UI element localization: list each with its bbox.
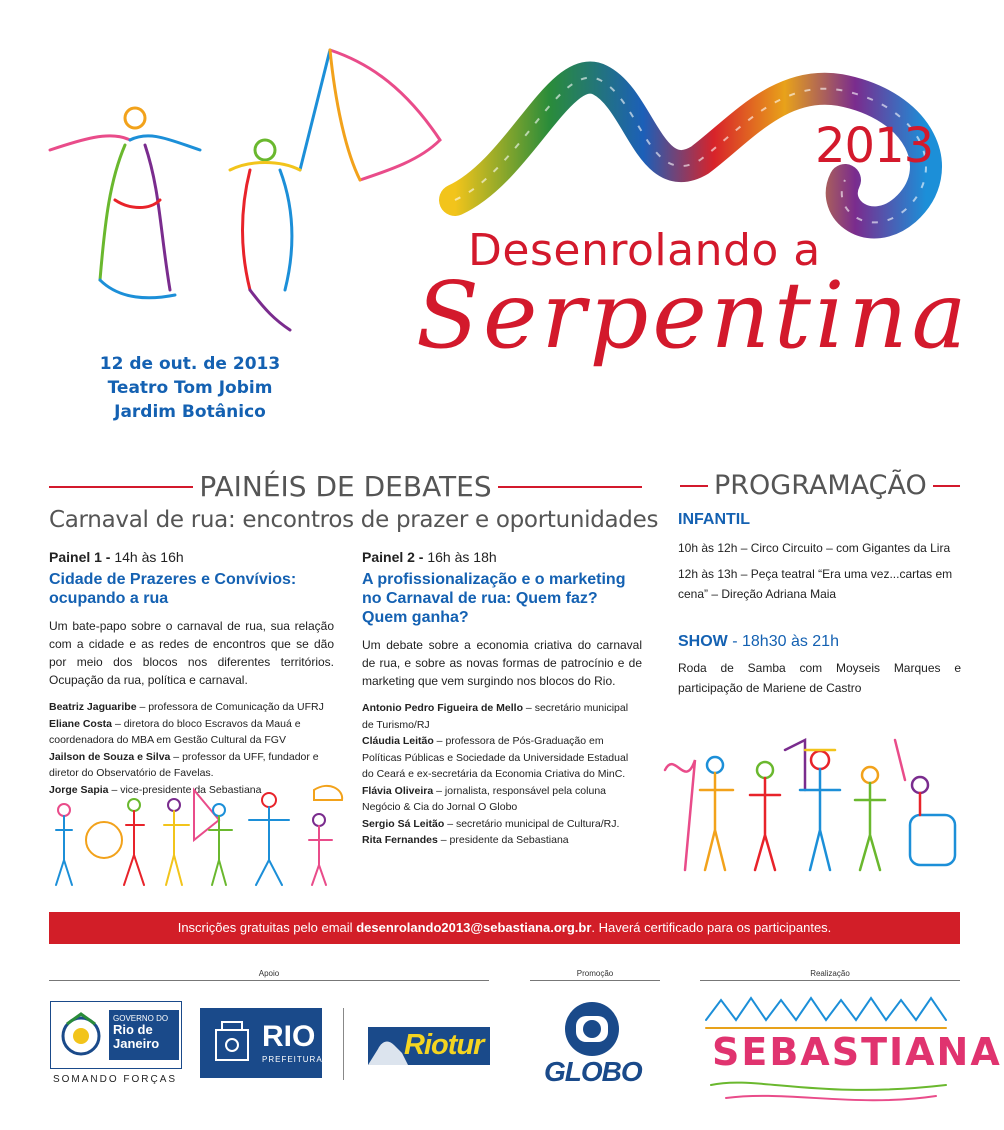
infantil-item: 12h às 13h – Peça teatral “Era uma vez...cartas em cena” – Direção Adriana Maia [678, 567, 953, 601]
infantil-label: INFANTIL [678, 511, 750, 528]
speaker-name: Eliane Costa [49, 717, 113, 730]
promocao-label: Promoção [576, 969, 614, 978]
panel-2-speakers [362, 700, 642, 849]
dancer-figure-left [50, 108, 200, 298]
apoio-divider [49, 980, 489, 981]
debates-heading-label: PAINÉIS DE DEBATES [199, 470, 492, 503]
programacao-heading-label: PROGRAMAÇÃO [714, 470, 927, 501]
registration-prefix: Inscrições gratuitas pelo email [177, 920, 357, 935]
rj-gov-line2: Rio de [113, 1022, 153, 1037]
rio-logo-text: RIO [262, 1020, 316, 1053]
speaker-role: – secretário municipal de Cultura/RJ. [444, 817, 620, 830]
speaker-role: – secretário municipal de Turismo/RJ [362, 702, 629, 731]
debates-heading [49, 470, 642, 503]
panel-2-header [362, 548, 642, 566]
globo-sphere-icon [562, 1000, 622, 1058]
sebastiana-logo-text: SEBASTIANA [712, 1030, 1002, 1074]
event-year: 2013 [815, 118, 934, 174]
rio-logo-subtext: PREFEITURA [262, 1055, 323, 1064]
programacao-heading [680, 470, 960, 501]
speaker-item [362, 832, 642, 849]
rio-prefeitura-logo [200, 1008, 322, 1078]
panel-1-description: Um bate-papo sobre o carnaval de rua, sua relação com a cidade e as redes de encontros que se dão por meio dos blocos nos diferentes territórios. Ocupação da rua, política e carnaval. [49, 619, 334, 687]
riotur-logo-text: Riotur [404, 1029, 484, 1061]
speaker-role: – vice-presidente da Sebastiana [108, 783, 262, 796]
speaker-item [362, 816, 642, 833]
event-title-line2: Serpentina [416, 262, 971, 369]
speaker-item [362, 783, 642, 816]
panel-2-time: 16h às 18h [423, 549, 497, 565]
speaker-item [362, 733, 642, 783]
event-info [60, 352, 320, 424]
speaker-role: – jornalista, responsável pela coluna Negócio & Cia do Jornal O Globo [362, 784, 606, 813]
speaker-name: Jailson de Souza e Silva [49, 750, 171, 763]
apoio-label: Apoio [258, 969, 280, 978]
panel-2-label: Painel 2 - [362, 549, 424, 565]
panel-1-header [49, 548, 334, 566]
registration-email-link[interactable]: desenrolando2013@sebastiana.org.br [356, 920, 592, 935]
rj-gov-text [109, 1010, 179, 1060]
speaker-role: – diretora do bloco Escravos da Mauá e coordenadora do MBA em Gestão Cultural da FGV [49, 717, 301, 746]
speaker-name: Antonio Pedro Figueira de Mello [362, 702, 524, 714]
heading-rule-right [933, 485, 960, 487]
sebastiana-logo [696, 990, 1002, 1110]
heading-rule-right [498, 486, 642, 488]
promocao-divider [530, 980, 660, 981]
speaker-name: Sergio Sá Leitão [362, 817, 445, 830]
panel-1-label: Painel 1 - [49, 549, 111, 565]
dancer-figure-flag [230, 50, 440, 330]
speaker-role: – professora de Pós-Graduação em Políticas Públicas e Sociedade da Universidade Estadual do Ceará e ex-secretária da Economia Criativa do MinC. [362, 735, 629, 780]
speaker-item [49, 716, 334, 749]
speaker-role: – presidente da Sebastiana [437, 834, 569, 846]
infantil-item: 10h às 12h – Circo Circuito – com Gigantes da Lira [678, 541, 951, 555]
event-venue: Teatro Tom Jobim [107, 378, 273, 398]
panel-2 [362, 548, 642, 849]
rj-coat-of-arms-icon [57, 1010, 105, 1060]
panel-1-time: 14h às 16h [110, 549, 184, 565]
panel-1 [49, 548, 334, 798]
speaker-role: – professor da UFF, fundador e diretor do Observatório de Favelas. [49, 750, 319, 779]
logo-separator [343, 1008, 344, 1080]
event-place: Jardim Botânico [114, 402, 266, 422]
show-description: Roda de Samba com Moyseis Marques e participação de Mariene de Castro [678, 661, 961, 695]
band-illustration-left [44, 780, 344, 890]
speaker-name: Flávia Oliveira [362, 784, 434, 797]
show-time: - 18h30 às 21h [727, 633, 839, 650]
globo-logo [540, 1000, 650, 1090]
programacao-content [678, 510, 961, 704]
rio-crest-icon [208, 1018, 256, 1068]
realizacao-label: Realização [810, 969, 850, 978]
speaker-role: – professora de Comunicação da UFRJ [136, 701, 324, 713]
speaker-item [49, 749, 334, 782]
rj-gov-line1: GOVERNO DO [113, 1014, 169, 1023]
registration-suffix: . Haverá certificado para os participantes. [591, 920, 832, 935]
debates-subtitle: Carnaval de rua: encontros de prazer e oportunidades [49, 507, 659, 533]
registration-bar [49, 912, 960, 944]
realizacao-divider [700, 980, 960, 981]
speaker-item [49, 699, 334, 716]
heading-rule-left [680, 485, 708, 487]
heading-rule-left [49, 486, 193, 488]
panel-1-title: Cidade de Prazeres e Convívios: ocupando a rua [49, 571, 297, 607]
rj-tagline: SOMANDO FORÇAS [52, 1074, 178, 1085]
rj-gov-line3: Janeiro [113, 1036, 160, 1051]
band-illustration-right [655, 730, 960, 880]
show-header [678, 632, 961, 652]
panel-2-title: A profissionalização e o marketing no Carnaval de rua: Quem faz? Quem ganha? [362, 571, 626, 626]
speaker-name: Beatriz Jaguaribe [49, 701, 137, 713]
globo-logo-text: GLOBO [544, 1056, 642, 1087]
speaker-name: Jorge Sapia [49, 783, 109, 796]
speaker-name: Rita Fernandes [362, 834, 438, 846]
event-date: 12 de out. de 2013 [99, 354, 281, 374]
rj-government-logo [50, 1001, 182, 1069]
speaker-item [362, 700, 642, 733]
show-label: SHOW [678, 633, 728, 650]
speaker-name: Cláudia Leitão [362, 735, 434, 747]
panel-2-description: Um debate sobre a economia criativa do carnaval de rua, e sobre as novas formas de patrocínio e de marketing que vem surgindo nos blocos do Rio. [362, 638, 642, 688]
riotur-logo [368, 1027, 490, 1065]
event-title-line1: Desenrolando a [468, 225, 821, 276]
